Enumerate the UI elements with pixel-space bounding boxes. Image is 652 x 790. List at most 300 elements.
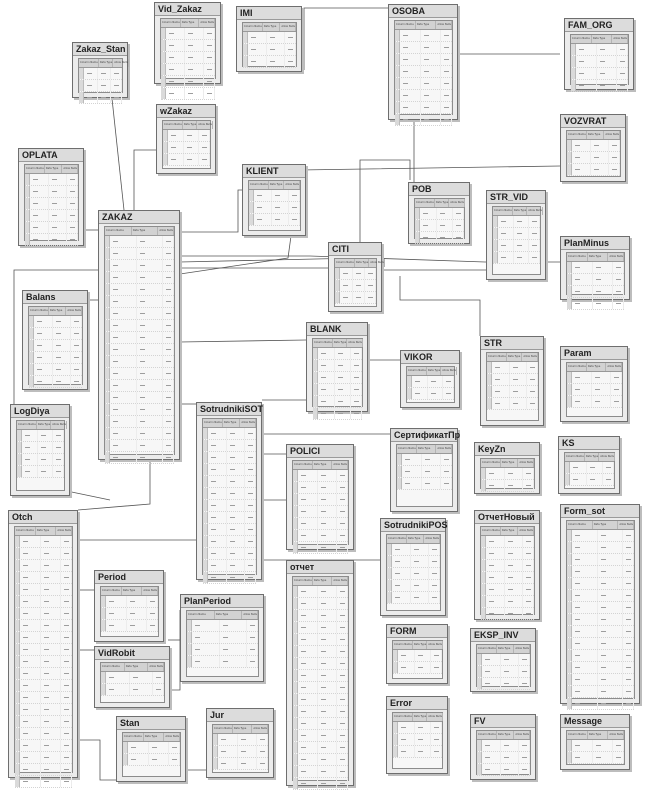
table-row[interactable] xyxy=(313,396,362,408)
table-row[interactable] xyxy=(571,56,628,68)
table-row[interactable] xyxy=(567,686,634,698)
column-header-row xyxy=(187,611,258,620)
table-str_vid[interactable] xyxy=(486,190,546,280)
table-row[interactable] xyxy=(161,40,215,52)
table-row[interactable] xyxy=(567,698,634,710)
table-row[interactable] xyxy=(15,704,72,716)
table-row[interactable] xyxy=(203,464,256,476)
table-row[interactable] xyxy=(29,376,82,388)
table-row[interactable] xyxy=(393,662,442,674)
table-cell xyxy=(227,440,246,451)
table-vidrobit[interactable] xyxy=(94,646,170,708)
table-row[interactable] xyxy=(123,754,180,766)
table-row[interactable] xyxy=(395,66,452,78)
table-row[interactable] xyxy=(25,210,78,222)
table-cell xyxy=(298,778,318,789)
table-row[interactable] xyxy=(567,384,622,396)
table-cell xyxy=(486,480,505,491)
table-row[interactable] xyxy=(15,776,72,788)
table-cell xyxy=(20,728,41,739)
table-row[interactable] xyxy=(25,186,78,198)
table-row[interactable] xyxy=(565,462,614,474)
table-keyzn[interactable] xyxy=(474,442,540,494)
table-row[interactable] xyxy=(203,524,256,536)
table-row[interactable] xyxy=(203,488,256,500)
table-cell xyxy=(501,666,520,677)
table-row[interactable] xyxy=(105,284,174,296)
table-row[interactable] xyxy=(249,214,300,226)
table-row[interactable] xyxy=(481,480,534,492)
table-row[interactable] xyxy=(397,466,452,478)
table-str[interactable] xyxy=(480,336,544,426)
table-row[interactable] xyxy=(243,56,296,68)
table-row[interactable] xyxy=(203,548,256,560)
table-wzakaz[interactable] xyxy=(156,104,216,174)
table-row[interactable] xyxy=(15,620,72,632)
table-row[interactable] xyxy=(15,692,72,704)
table-row[interactable] xyxy=(493,228,540,240)
table-cell xyxy=(441,478,452,489)
table-row[interactable] xyxy=(15,548,72,560)
table-row[interactable] xyxy=(29,328,82,340)
table-cell xyxy=(613,298,624,309)
column-header-row xyxy=(293,461,348,470)
table-row[interactable] xyxy=(481,584,534,596)
table-cell xyxy=(486,536,505,547)
table-row[interactable] xyxy=(481,468,534,480)
table-row[interactable] xyxy=(105,440,174,452)
table-row[interactable] xyxy=(161,52,215,64)
table-row[interactable] xyxy=(17,430,64,442)
table-row[interactable] xyxy=(293,530,348,542)
table-row[interactable] xyxy=(567,650,634,662)
table-cell xyxy=(411,580,430,591)
table-row[interactable] xyxy=(567,286,624,298)
table-planperiod[interactable] xyxy=(180,594,264,682)
table-row[interactable] xyxy=(567,626,634,638)
table-row[interactable] xyxy=(481,536,534,548)
table-row[interactable] xyxy=(105,320,174,332)
table-cell xyxy=(337,730,348,741)
table-zakaz[interactable] xyxy=(98,210,180,460)
table-row[interactable] xyxy=(415,208,464,220)
table-row[interactable] xyxy=(15,764,72,776)
table-row[interactable] xyxy=(571,80,628,92)
table-polici[interactable] xyxy=(286,444,354,550)
table-jur[interactable] xyxy=(206,708,274,778)
table-row[interactable] xyxy=(293,610,348,622)
table-сертификатпр[interactable] xyxy=(390,428,461,512)
table-cell xyxy=(431,746,442,757)
table-row[interactable] xyxy=(203,536,256,548)
table-planminus[interactable] xyxy=(560,236,630,300)
table-row[interactable] xyxy=(567,396,622,408)
table-row[interactable] xyxy=(105,404,174,416)
table-row[interactable] xyxy=(17,466,64,478)
table-row[interactable] xyxy=(15,740,72,752)
table-row[interactable] xyxy=(105,236,174,248)
table-cell xyxy=(110,344,137,355)
table-row[interactable] xyxy=(25,234,78,246)
table-row[interactable] xyxy=(213,734,268,746)
table-osoba[interactable] xyxy=(388,4,458,120)
table-row[interactable] xyxy=(407,376,454,388)
table-row[interactable] xyxy=(493,216,540,228)
table-row[interactable] xyxy=(313,384,362,396)
table-row[interactable] xyxy=(395,78,452,90)
table-row[interactable] xyxy=(567,140,620,152)
table-cell xyxy=(593,752,614,763)
table-row[interactable] xyxy=(395,90,452,102)
table-row[interactable] xyxy=(571,44,628,56)
table-row[interactable] xyxy=(395,30,452,42)
table-form[interactable] xyxy=(386,624,448,684)
table-row[interactable] xyxy=(395,42,452,54)
table-citi[interactable] xyxy=(328,242,382,312)
table-message[interactable] xyxy=(560,714,630,770)
table-logdiya[interactable] xyxy=(10,404,70,496)
table-row[interactable] xyxy=(293,586,348,598)
table-row[interactable] xyxy=(163,142,210,154)
table-row[interactable] xyxy=(293,694,348,706)
table-row[interactable] xyxy=(567,262,624,274)
table-row[interactable] xyxy=(249,202,300,214)
table-balans[interactable] xyxy=(22,290,88,390)
table-blank[interactable] xyxy=(306,322,368,412)
table-row[interactable] xyxy=(293,766,348,778)
table-row[interactable] xyxy=(187,632,258,644)
table-row[interactable] xyxy=(249,190,300,202)
table-row[interactable] xyxy=(567,530,634,542)
table-row[interactable] xyxy=(15,656,72,668)
table-row[interactable] xyxy=(105,380,174,392)
table-vikor[interactable] xyxy=(400,350,460,408)
table-row[interactable] xyxy=(105,344,174,356)
table-row[interactable] xyxy=(105,308,174,320)
table-row[interactable] xyxy=(15,668,72,680)
table-row[interactable] xyxy=(15,716,72,728)
table-row[interactable] xyxy=(203,428,256,440)
table-row[interactable] xyxy=(481,560,534,572)
column-header-row xyxy=(101,587,158,596)
table-row[interactable] xyxy=(161,28,215,40)
table-row[interactable] xyxy=(313,372,362,384)
table-row[interactable] xyxy=(123,742,180,754)
table-row[interactable] xyxy=(395,54,452,66)
table-row[interactable] xyxy=(17,442,64,454)
table-row[interactable] xyxy=(25,174,78,186)
table-fam_org[interactable] xyxy=(564,18,634,90)
table-row[interactable] xyxy=(567,298,624,310)
table-row[interactable] xyxy=(293,730,348,742)
table-row[interactable] xyxy=(393,650,442,662)
table-period[interactable] xyxy=(94,570,164,642)
table-row[interactable] xyxy=(15,536,72,548)
table-row[interactable] xyxy=(481,572,534,584)
table-row[interactable] xyxy=(335,268,376,280)
table-row[interactable] xyxy=(203,440,256,452)
table-row[interactable] xyxy=(161,88,215,100)
table-row[interactable] xyxy=(571,68,628,80)
table-row[interactable] xyxy=(15,596,72,608)
relation-line xyxy=(400,276,480,336)
table-cell xyxy=(453,208,464,219)
table-row[interactable] xyxy=(481,548,534,560)
table-row[interactable] xyxy=(493,240,540,252)
table-отчетновый[interactable] xyxy=(474,510,540,620)
table-row[interactable] xyxy=(187,656,258,668)
table-row[interactable] xyxy=(393,746,442,758)
table-row[interactable] xyxy=(105,248,174,260)
table-row[interactable] xyxy=(15,608,72,620)
table-row[interactable] xyxy=(161,64,215,76)
table-row[interactable] xyxy=(105,392,174,404)
table-row[interactable] xyxy=(293,622,348,634)
table-row[interactable] xyxy=(293,706,348,718)
table-imi[interactable] xyxy=(236,6,302,72)
table-row[interactable] xyxy=(567,638,634,650)
table-row[interactable] xyxy=(477,654,530,666)
table-row[interactable] xyxy=(313,360,362,372)
table-row[interactable] xyxy=(567,164,620,176)
table-row[interactable] xyxy=(313,408,362,420)
table-row[interactable] xyxy=(293,634,348,646)
table-row[interactable] xyxy=(293,518,348,530)
table-vozvrat[interactable] xyxy=(560,114,626,182)
table-row[interactable] xyxy=(293,542,348,554)
table-row[interactable] xyxy=(487,362,538,374)
table-row[interactable] xyxy=(101,620,158,632)
table-row[interactable] xyxy=(567,578,634,590)
table-sotrudnikipos[interactable] xyxy=(380,518,446,616)
table-row[interactable] xyxy=(15,632,72,644)
column-header-row xyxy=(15,527,72,536)
table-row[interactable] xyxy=(567,602,634,614)
table-row[interactable] xyxy=(105,296,174,308)
table-row[interactable] xyxy=(481,596,534,608)
table-cell xyxy=(41,776,62,787)
table-cell xyxy=(492,362,510,373)
table-ks[interactable] xyxy=(558,436,620,494)
table-row[interactable] xyxy=(415,220,464,232)
table-row[interactable] xyxy=(29,340,82,352)
table-row[interactable] xyxy=(567,740,624,752)
table-row[interactable] xyxy=(293,718,348,730)
table-row[interactable] xyxy=(79,68,122,80)
table-row[interactable] xyxy=(567,372,622,384)
table-error[interactable] xyxy=(386,696,448,774)
table-row[interactable] xyxy=(567,274,624,286)
table-row[interactable] xyxy=(395,114,452,126)
table-row[interactable] xyxy=(567,152,620,164)
table-row[interactable] xyxy=(187,644,258,656)
table-eksp_inv[interactable] xyxy=(470,628,536,692)
table-row[interactable] xyxy=(79,80,122,92)
table-row[interactable] xyxy=(567,752,624,764)
table-row[interactable] xyxy=(293,682,348,694)
table-row[interactable] xyxy=(105,428,174,440)
table-row[interactable] xyxy=(105,356,174,368)
table-row[interactable] xyxy=(101,672,164,684)
table-row[interactable] xyxy=(15,560,72,572)
table-vid_zakaz[interactable] xyxy=(154,2,221,84)
table-row[interactable] xyxy=(567,590,634,602)
table-title: ZAKAZ xyxy=(99,211,179,224)
table-row[interactable] xyxy=(29,352,82,364)
table-row[interactable] xyxy=(477,678,530,690)
table-row[interactable] xyxy=(293,482,348,494)
table-cell xyxy=(337,706,348,717)
table-row[interactable] xyxy=(203,512,256,524)
table-cell xyxy=(166,88,185,99)
table-sotrudnikisot[interactable] xyxy=(196,402,262,580)
table-row[interactable] xyxy=(567,554,634,566)
table-row[interactable] xyxy=(487,386,538,398)
table-row[interactable] xyxy=(567,542,634,554)
table-cell xyxy=(420,208,437,219)
table-row[interactable] xyxy=(387,568,440,580)
table-form_sot[interactable] xyxy=(560,504,640,704)
table-row[interactable] xyxy=(487,374,538,386)
table-cell xyxy=(137,320,164,331)
table-row[interactable] xyxy=(203,476,256,488)
table-row[interactable] xyxy=(477,752,530,764)
table-row[interactable] xyxy=(397,454,452,466)
table-row[interactable] xyxy=(105,332,174,344)
column-header: Data Type xyxy=(587,131,605,139)
table-row[interactable] xyxy=(293,754,348,766)
table-row[interactable] xyxy=(203,500,256,512)
table-row[interactable] xyxy=(481,608,534,620)
table-row[interactable] xyxy=(477,666,530,678)
table-row[interactable] xyxy=(567,674,634,686)
table-cell xyxy=(185,76,204,87)
table-row[interactable] xyxy=(187,620,258,632)
table-row[interactable] xyxy=(477,740,530,752)
table-stan[interactable] xyxy=(116,716,186,782)
table-cell xyxy=(137,260,164,271)
column-grid xyxy=(406,366,455,403)
table-row[interactable] xyxy=(203,452,256,464)
table-row[interactable] xyxy=(105,416,174,428)
table-row[interactable] xyxy=(101,684,164,696)
table-row[interactable] xyxy=(313,348,362,360)
table-cell xyxy=(523,560,534,571)
table-row[interactable] xyxy=(335,292,376,304)
table-row[interactable] xyxy=(387,580,440,592)
table-row[interactable] xyxy=(101,608,158,620)
table-row[interactable] xyxy=(29,364,82,376)
table-pob[interactable] xyxy=(408,182,470,244)
table-row[interactable] xyxy=(293,742,348,754)
table-row[interactable] xyxy=(293,670,348,682)
table-param[interactable] xyxy=(560,346,628,422)
table-fv[interactable] xyxy=(470,714,536,780)
column-header: Column Name xyxy=(161,19,181,27)
table-row[interactable] xyxy=(243,32,296,44)
table-row[interactable] xyxy=(293,494,348,506)
table-row[interactable] xyxy=(25,222,78,234)
table-row[interactable] xyxy=(493,252,540,264)
table-row[interactable] xyxy=(105,452,174,464)
table-row[interactable] xyxy=(161,76,215,88)
table-row[interactable] xyxy=(293,598,348,610)
table-row[interactable] xyxy=(387,592,440,604)
table-отчет[interactable] xyxy=(286,560,354,786)
table-row[interactable] xyxy=(213,758,268,770)
table-row[interactable] xyxy=(567,566,634,578)
table-row[interactable] xyxy=(415,232,464,244)
table-row[interactable] xyxy=(213,746,268,758)
table-row[interactable] xyxy=(243,44,296,56)
table-row[interactable] xyxy=(101,596,158,608)
table-row[interactable] xyxy=(105,260,174,272)
table-row[interactable] xyxy=(105,272,174,284)
table-cell xyxy=(20,548,41,559)
table-cell xyxy=(527,386,538,397)
table-row[interactable] xyxy=(387,556,440,568)
table-row[interactable] xyxy=(29,316,82,328)
table-row[interactable] xyxy=(395,102,452,114)
column-header: Data Type xyxy=(313,461,333,469)
table-cell xyxy=(337,634,348,645)
column-header-row xyxy=(477,645,530,654)
table-row[interactable] xyxy=(15,644,72,656)
table-row[interactable] xyxy=(15,752,72,764)
table-row[interactable] xyxy=(293,658,348,670)
table-row[interactable] xyxy=(397,478,452,490)
table-row[interactable] xyxy=(105,368,174,380)
table-row[interactable] xyxy=(15,572,72,584)
table-row[interactable] xyxy=(567,662,634,674)
table-cell xyxy=(398,746,415,757)
table-row[interactable] xyxy=(15,680,72,692)
table-row[interactable] xyxy=(387,544,440,556)
table-row[interactable] xyxy=(565,474,614,486)
table-zakaz_stan[interactable] xyxy=(72,42,128,98)
table-row[interactable] xyxy=(293,646,348,658)
table-cell xyxy=(245,452,256,463)
table-row[interactable] xyxy=(163,130,210,142)
table-row[interactable] xyxy=(477,764,530,776)
table-row[interactable] xyxy=(393,734,442,746)
table-row[interactable] xyxy=(203,560,256,572)
table-klient[interactable] xyxy=(242,164,306,236)
table-cell xyxy=(353,292,366,303)
table-row[interactable] xyxy=(15,584,72,596)
column-header: Column Name xyxy=(187,611,215,619)
table-row[interactable] xyxy=(15,728,72,740)
table-row[interactable] xyxy=(293,470,348,482)
table-row[interactable] xyxy=(203,572,256,584)
table-row[interactable] xyxy=(487,398,538,410)
table-row[interactable] xyxy=(407,388,454,400)
table-row[interactable] xyxy=(293,506,348,518)
table-oplata[interactable] xyxy=(18,148,84,246)
table-cell xyxy=(137,428,164,439)
table-cell xyxy=(208,500,227,511)
table-row[interactable] xyxy=(567,614,634,626)
table-row[interactable] xyxy=(293,778,348,790)
table-row[interactable] xyxy=(393,722,442,734)
table-row[interactable] xyxy=(25,198,78,210)
table-row[interactable] xyxy=(163,154,210,166)
table-row[interactable] xyxy=(17,454,64,466)
table-cell xyxy=(392,592,411,603)
table-row[interactable] xyxy=(335,280,376,292)
table-otch[interactable] xyxy=(8,510,78,778)
table-row[interactable] xyxy=(79,92,122,104)
